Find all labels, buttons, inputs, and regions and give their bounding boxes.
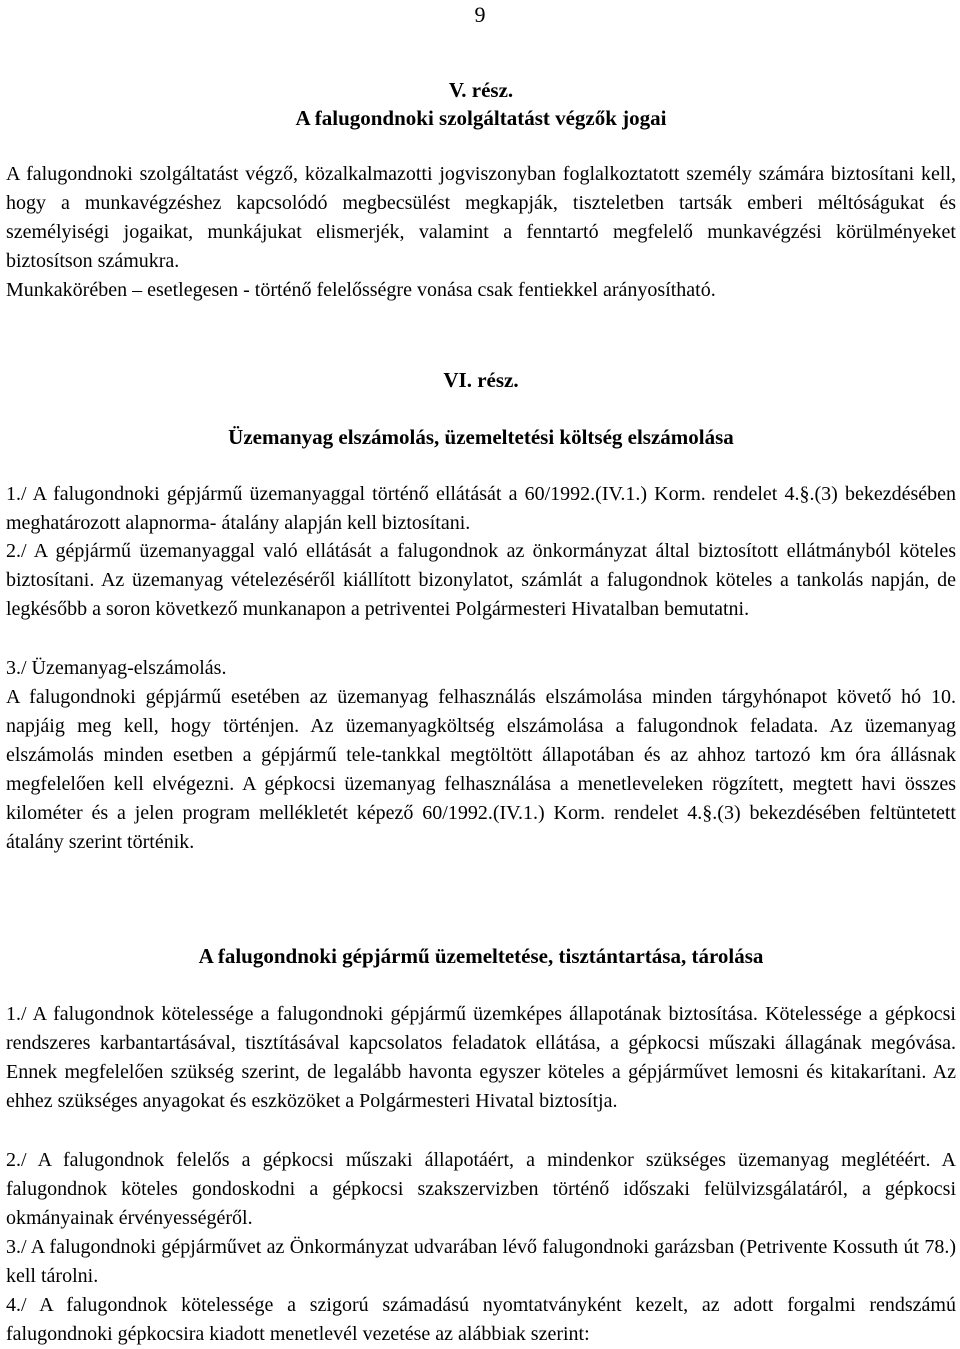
part5-label: V. rész.: [448, 78, 514, 102]
part5-liability-paragraph: Munkakörében – esetlegesen - történő felelősségre vonása csak fentiekkel arányosítható.: [6, 279, 716, 301]
vehicle-item-1: 1./ A falugondnok kötelessége a falugondnoki gépjármű üzemképes állapotának biztosítása. Kötelessége a gépkocsi rendszeres karbantartásával, tisztításával kapcsolatos feladatok ellátása, a gépkocsi műszaki állagának megóvása. Ennek megfelelően szükség szerint, de legalább havonta egyszer köteles a gépjárművet lemosni és kitakarítani. Az ehhez szükséges anyagokat és eszközöket a Polgármesteri Hivatal biztosítja.: [6, 1003, 956, 1112]
part5-paragraph: A falugondnoki szolgáltatást végző, közalkalmazotti jogviszonyban foglalkoztatott személy számára biztosítani kell, hogy a munkavégzéshez kapcsolódó megbecsülést megkapják, tiszteletben tartsák emberi méltóságukat és személyiségi jogaikat, munkájukat elismerjék, valamint a fenntartó megfelelő munkavégzési körülményeket biztosítson számukra.: [6, 163, 956, 272]
vehicle-item-3: 3./ A falugondnoki gépjárművet az Önkormányzat udvarában lévő falugondnoki garázsban (Petrivente Kossuth út 78.) kell tárolni.: [6, 1236, 956, 1287]
part6-label: VI. rész.: [443, 368, 519, 392]
part6-item-1: 1./ A falugondnoki gépjármű üzemanyaggal történő ellátását a 60/1992.(IV.1.) Korm. rendelet 4.§.(3) bekezdésében meghatározott alapnorma- átalány alapján kell biztosítani.: [6, 483, 956, 534]
vehicle-section-title: A falugondnoki gépjármű üzemeltetése, tisztántartása, tárolása: [198, 944, 764, 968]
vehicle-item-4: 4./ A falugondnok kötelessége a szigorú számadású nyomtatványként kezelt, az adott forgalmi rendszámú falugondnoki gépkocsira kiadott menetlevél vezetése az alábbiak szerint:: [6, 1294, 956, 1345]
part6-item-3-body: A falugondnoki gépjármű esetében az üzemanyag felhasználás elszámolása minden tárgyhónapot követő hó 10. napjáig meg kell, hogy történjen. Az üzemanyagköltség elszámolása a falugondnok feladata. Az üzemanyag elszámolás minden esetben a gépjármű tele-tankkal megtöltött állapotában és az ahhoz tartozó km óra állásnak megfelelően kell elvégezni. A gépkocsi üzemanyag felhasználása a menetleveleken rögzített, megtett havi összes kilométer és a jelen program mellékletét képező 60/1992.(IV.1.) Korm. rendelet 4.§.(3) bekezdésében feltüntetett átalány szerint történik.: [6, 686, 956, 853]
part6-title: Üzemanyag elszámolás, üzemeltetési költség elszámolása: [228, 425, 734, 449]
part6-item-2: 2./ A gépjármű üzemanyaggal való ellátását a falugondnok az önkormányzat által biztosított ellátmányból köteles biztosítani. Az üzemanyag vételezéséről kiállított bizonylatot, számlát a falugondnok köteles a tankolás napján, de legkésőbb a soron következő munkanapon a petriventei Polgármesteri Hivatalban bemutatni.: [6, 540, 956, 620]
part6-item-3-title: 3./ Üzemanyag-elszámolás.: [6, 657, 227, 679]
vehicle-item-2: 2./ A falugondnok felelős a gépkocsi műszaki állapotáért, a mindenkor szükséges üzemanyag meglétéért. A falugondnok köteles gondoskodni a gépkocsi szakszervizben történő időszaki felülvizsgálatáról, a gépkocsi okmányainak érvényességéről.: [6, 1149, 956, 1229]
part5-title: A falugondnoki szolgáltatást végzők jogai: [295, 106, 667, 130]
page-number: 9: [474, 2, 486, 27]
